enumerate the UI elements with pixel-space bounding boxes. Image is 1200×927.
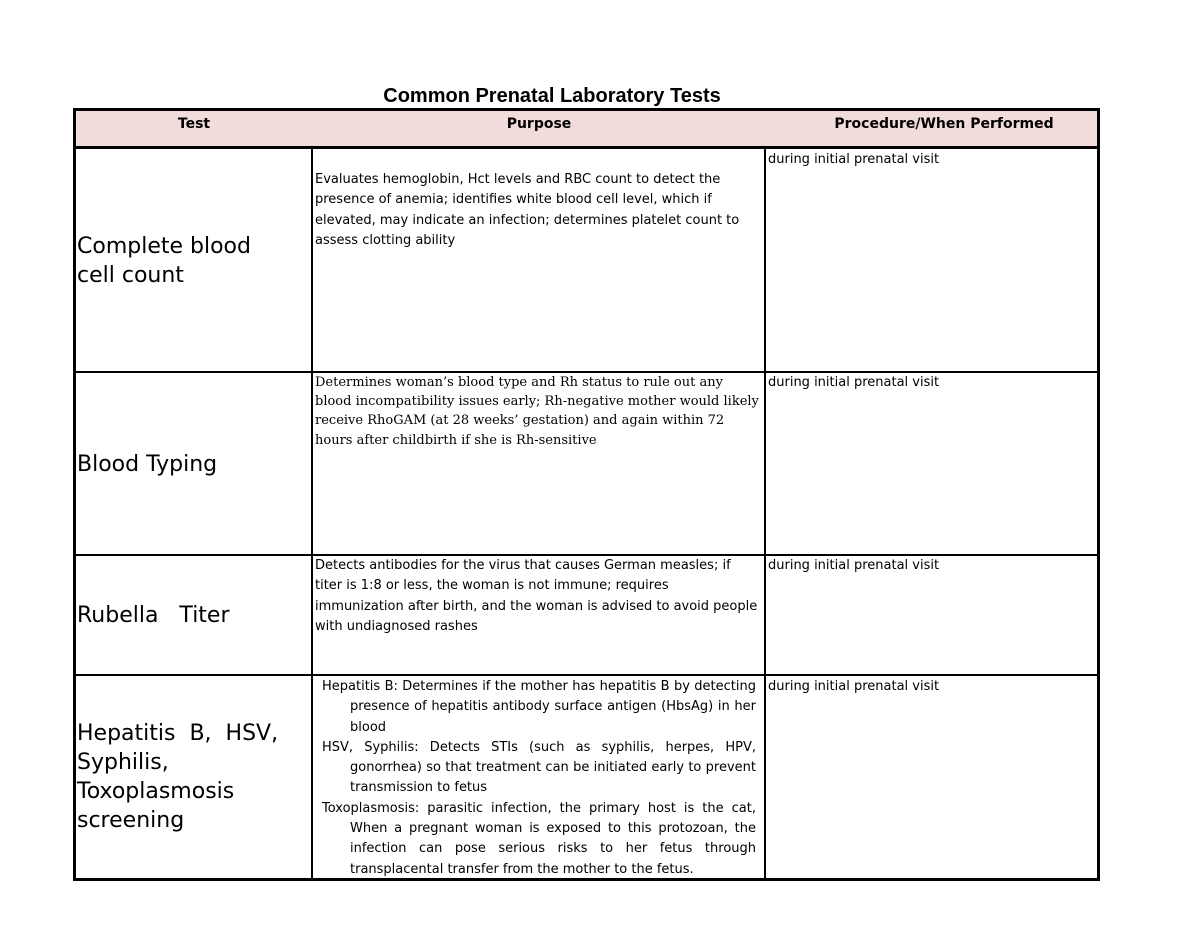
test-name-line: Blood Typing bbox=[77, 451, 218, 477]
procedure-cbc: during initial prenatal visit bbox=[768, 152, 940, 167]
rule-top bbox=[73, 108, 1100, 111]
test-name-line: Rubella Titer bbox=[77, 602, 230, 628]
rule-right bbox=[1097, 108, 1100, 881]
procedure-blood-typing: during initial prenatal visit bbox=[768, 375, 940, 390]
test-name-line: Complete blood bbox=[77, 234, 251, 259]
test-name-line: cell count bbox=[77, 263, 184, 288]
column-header-test: Test bbox=[177, 116, 211, 132]
rule-col-2 bbox=[764, 146, 766, 881]
column-header-purpose: Purpose bbox=[506, 116, 572, 132]
rule-header-bottom bbox=[73, 146, 1100, 149]
page-title: Common Prenatal Laboratory Tests bbox=[383, 85, 721, 107]
test-name-line: Hepatitis B, HSV, bbox=[77, 721, 279, 746]
purpose-item-toxoplasmosis: Toxoplasmosis: parasitic infection, the primary host is the cat, When a pregnant woman is exposed to this protozoan, the infection can pose serious risks to her fetus through transplacental transfer from the mother to the fetus. bbox=[322, 800, 756, 877]
column-header-procedure: Procedure/When Performed bbox=[834, 116, 1054, 132]
procedure-screening: during initial prenatal visit bbox=[768, 679, 940, 694]
rule-bottom bbox=[73, 878, 1100, 881]
rule-row-1 bbox=[73, 371, 1100, 373]
procedure-rubella: during initial prenatal visit bbox=[768, 558, 940, 573]
purpose-blood-typing: Determines woman’s blood type and Rh status to rule out any blood incompatibility issues early; Rh-negative mother would likely receive RhoGAM (at 28 weeks’ gestation) and again within 72 hours after childbirth if she is Rh-sensitive bbox=[315, 375, 759, 448]
test-name-line: Toxoplasmosis bbox=[77, 779, 235, 804]
test-name-line: Syphilis, bbox=[77, 750, 169, 775]
purpose-cbc: Evaluates hemoglobin, Hct levels and RBC count to detect the presence of anemia; identifies white blood cell level, which if elevated, may indicate an infection; determines platelet count to assess clotting ability bbox=[315, 172, 740, 248]
rule-row-2 bbox=[73, 554, 1100, 556]
purpose-rubella: Detects antibodies for the virus that causes German measles; if titer is 1:8 or less, the woman is not immune; requires immunization after birth, and the woman is advised to avoid people with undiagnosed rashes bbox=[315, 558, 758, 634]
rule-left bbox=[73, 108, 76, 881]
purpose-item-hepatitis-b: Hepatitis B: Determines if the mother has hepatitis B by detecting presence of hepatitis antibody surface antigen (HbsAg) in her blood bbox=[322, 679, 756, 735]
rule-col-1 bbox=[311, 146, 313, 881]
test-name-line: screening bbox=[77, 808, 185, 833]
purpose-item-hsv-syphilis: HSV, Syphilis: Detects STIs (such as syphilis, herpes, HPV, gonorrhea) so that treatment can be initiated early to prevent transmission to fetus bbox=[322, 739, 756, 796]
rule-row-3 bbox=[73, 674, 1100, 676]
